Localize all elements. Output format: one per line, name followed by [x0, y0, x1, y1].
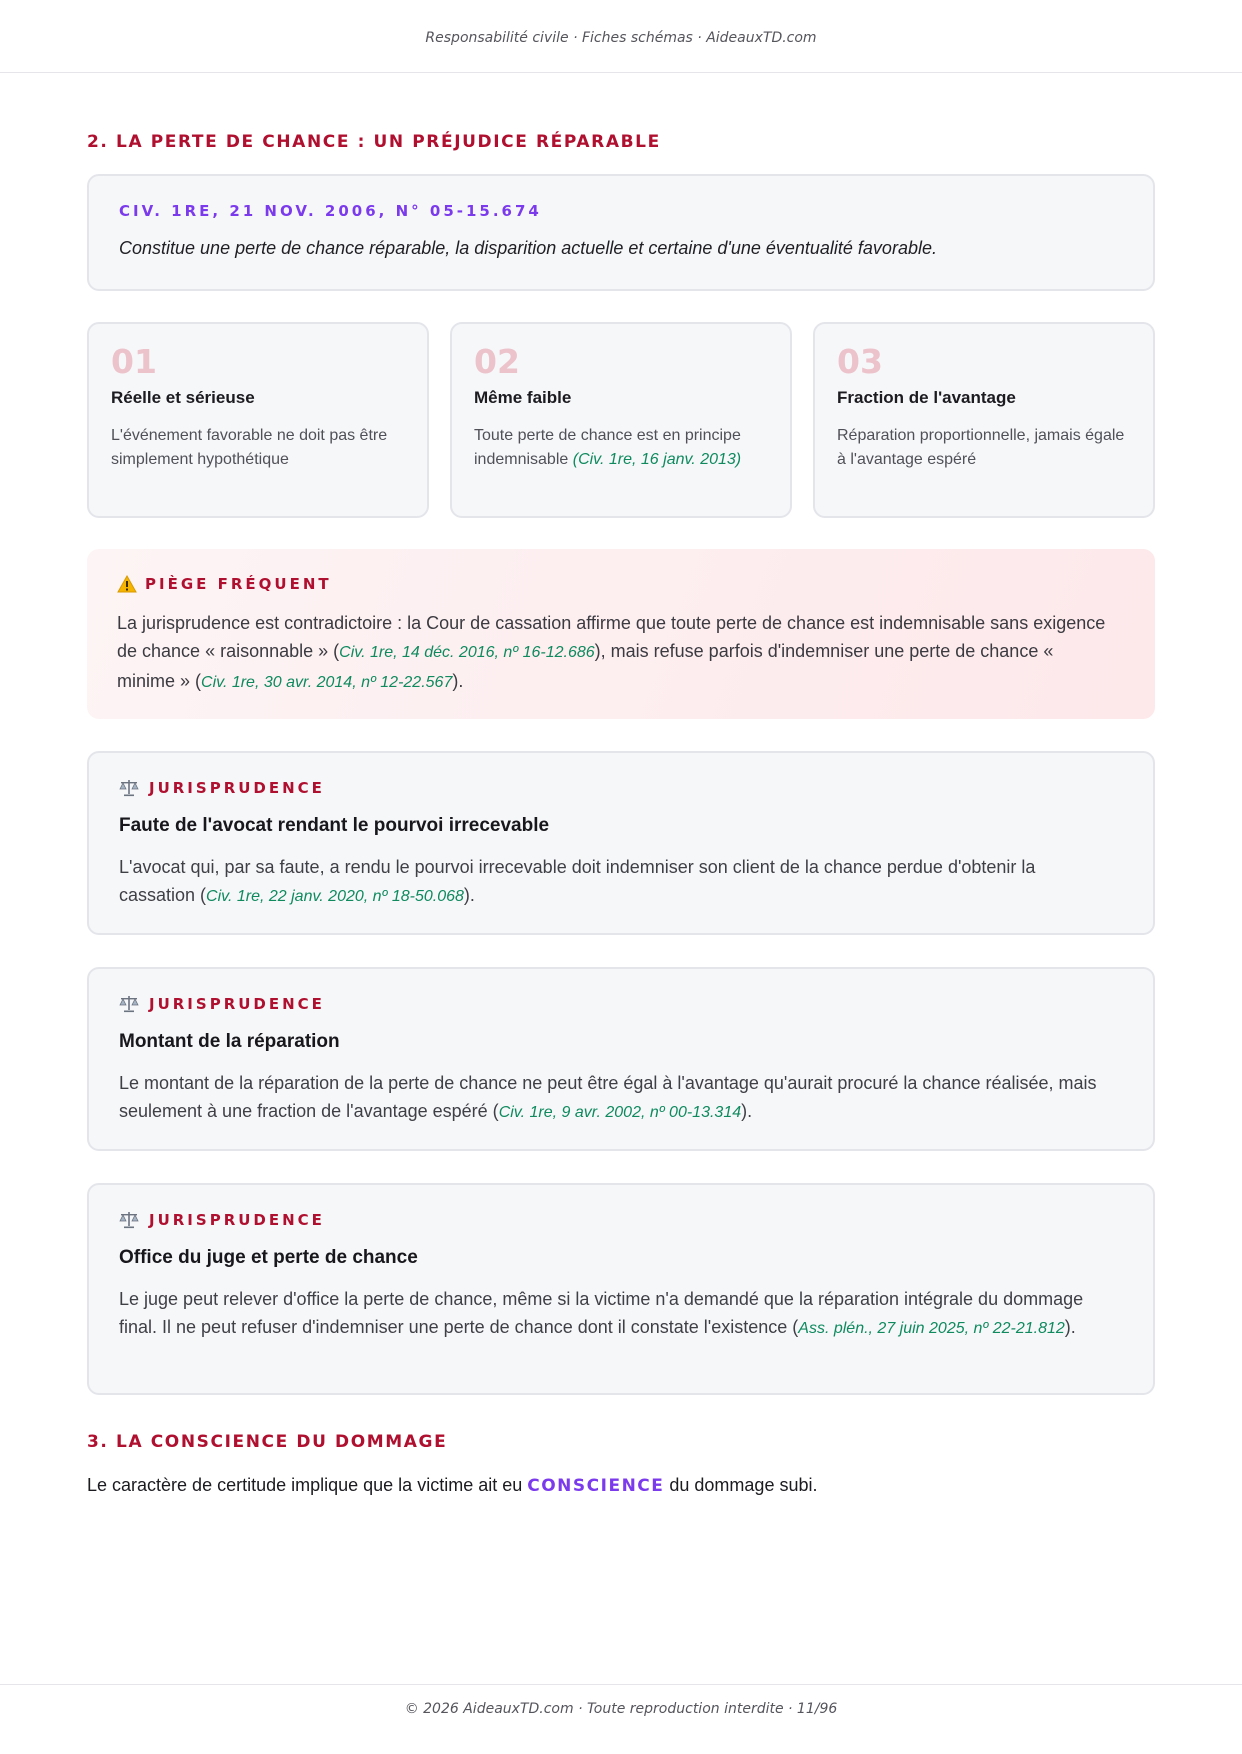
page-header	[0, 0, 1242, 73]
jurisprudence-header	[119, 995, 325, 1013]
case-citation: (Civ. 1re, 16 janv. 2013)	[572, 451, 742, 468]
page-footer	[0, 1684, 1242, 1754]
jurisprudence-box	[87, 1183, 1155, 1395]
card-title: Réelle et sérieuse	[111, 388, 255, 407]
card-text: Réparation proportionnelle, jamais égale à l'avantage espéré	[837, 427, 1125, 468]
footer-text: © 2026 AideauxTD.com · Toute reproduction interdite · 11/96	[404, 1701, 838, 1717]
card-number: 02	[474, 342, 520, 381]
jurisprudence-title: Office du juge et perte de chance	[119, 1247, 418, 1268]
case-citation: Ass. plén., 27 juin 2025, nº 22-21.812	[798, 1320, 1065, 1337]
criteria-card	[87, 322, 429, 518]
quote-reference: CIV. 1RE, 21 NOV. 2006, N° 05-15.674	[119, 202, 542, 220]
jurisprudence-label: JURISPRUDENCE	[149, 1211, 325, 1229]
card-title: Fraction de l'avantage	[837, 388, 1016, 407]
quote-box	[87, 174, 1155, 291]
jurisprudence-header	[119, 779, 325, 797]
criteria-card	[450, 322, 792, 518]
jurisprudence-box	[87, 967, 1155, 1151]
scale-icon	[119, 779, 139, 797]
section-title: 2. LA PERTE DE CHANCE : UN PRÉJUDICE RÉPARABLE	[87, 132, 661, 152]
jurisprudence-title: Faute de l'avocat rendant le pourvoi irrecevable	[119, 815, 550, 836]
jurisprudence-label: JURISPRUDENCE	[149, 995, 325, 1013]
jurisprudence-text: Le juge peut relever d'office la perte de chance, même si la victime n'a demandé que la réparation intégrale du dommage final. Il ne peut refuser d'indemniser une perte de chance dont il constate l'existence (Ass. plén., 27 juin 2025, nº 22-21.812).	[119, 1289, 1084, 1337]
case-citation: Civ. 1re, 9 avr. 2002, nº 00-13.314	[498, 1104, 742, 1121]
section-title: 3. LA CONSCIENCE DU DOMMAGE	[87, 1432, 448, 1452]
case-citation: Civ. 1re, 22 janv. 2020, nº 18-50.068	[206, 888, 464, 905]
case-citation: Civ. 1re, 30 avr. 2014, nº 12-22.567	[201, 674, 453, 691]
quote-text: Constitue une perte de chance réparable, la disparition actuelle et certaine d'une éventualité favorable.	[119, 238, 937, 258]
case-citation: Civ. 1re, 14 déc. 2016, nº 16-12.686	[339, 644, 595, 661]
jurisprudence-text: Le montant de la réparation de la perte de chance ne peut être égal à l'avantage qu'aurait procuré la chance réalisée, mais seulement à une fraction de l'avantage espéré (Civ. 1re, 9 avr. 2002, nº 00-13.314).	[119, 1073, 1097, 1121]
card-number: 01	[111, 342, 157, 381]
warning-icon	[117, 575, 137, 593]
card-title: Même faible	[474, 388, 572, 407]
scale-icon	[119, 1211, 139, 1229]
scale-icon	[119, 995, 139, 1013]
jurisprudence-label: JURISPRUDENCE	[149, 779, 325, 797]
section-body-text: Le caractère de certitude implique que la victime ait eu CONSCIENCE du dommage subi.	[87, 1475, 818, 1496]
warning-box	[87, 549, 1155, 719]
warning-header	[117, 575, 332, 593]
card-text: L'événement favorable ne doit pas être simplement hypothétique	[111, 427, 388, 468]
warning-text: La jurisprudence est contradictoire : la Cour de cassation affirme que toute perte de chance est indemnisable sans exigence de chance « raisonnable » (Civ. 1re, 14 déc. 2016, nº 16-12.686), mais refuse parfois d'indemniser une perte de chance « minime » (Civ. 1re, 30 avr. 2014, nº 12-22.567).	[117, 613, 1106, 691]
jurisprudence-box	[87, 751, 1155, 935]
jurisprudence-header	[119, 1211, 325, 1229]
highlight-keyword: CONSCIENCE	[527, 1476, 665, 1496]
card-number: 03	[837, 342, 883, 381]
warning-label: PIÈGE FRÉQUENT	[145, 575, 332, 593]
jurisprudence-title: Montant de la réparation	[119, 1031, 340, 1052]
header-text: Responsabilité civile · Fiches schémas · AideauxTD.com	[425, 30, 817, 46]
criteria-card	[813, 322, 1155, 518]
card-text: Toute perte de chance est en principe indemnisable (Civ. 1re, 16 janv. 2013)	[474, 427, 742, 468]
jurisprudence-text: L'avocat qui, par sa faute, a rendu le pourvoi irrecevable doit indemniser son client de la chance perdue d'obtenir la cassation (Civ. 1re, 22 janv. 2020, nº 18-50.068).	[119, 857, 1036, 905]
